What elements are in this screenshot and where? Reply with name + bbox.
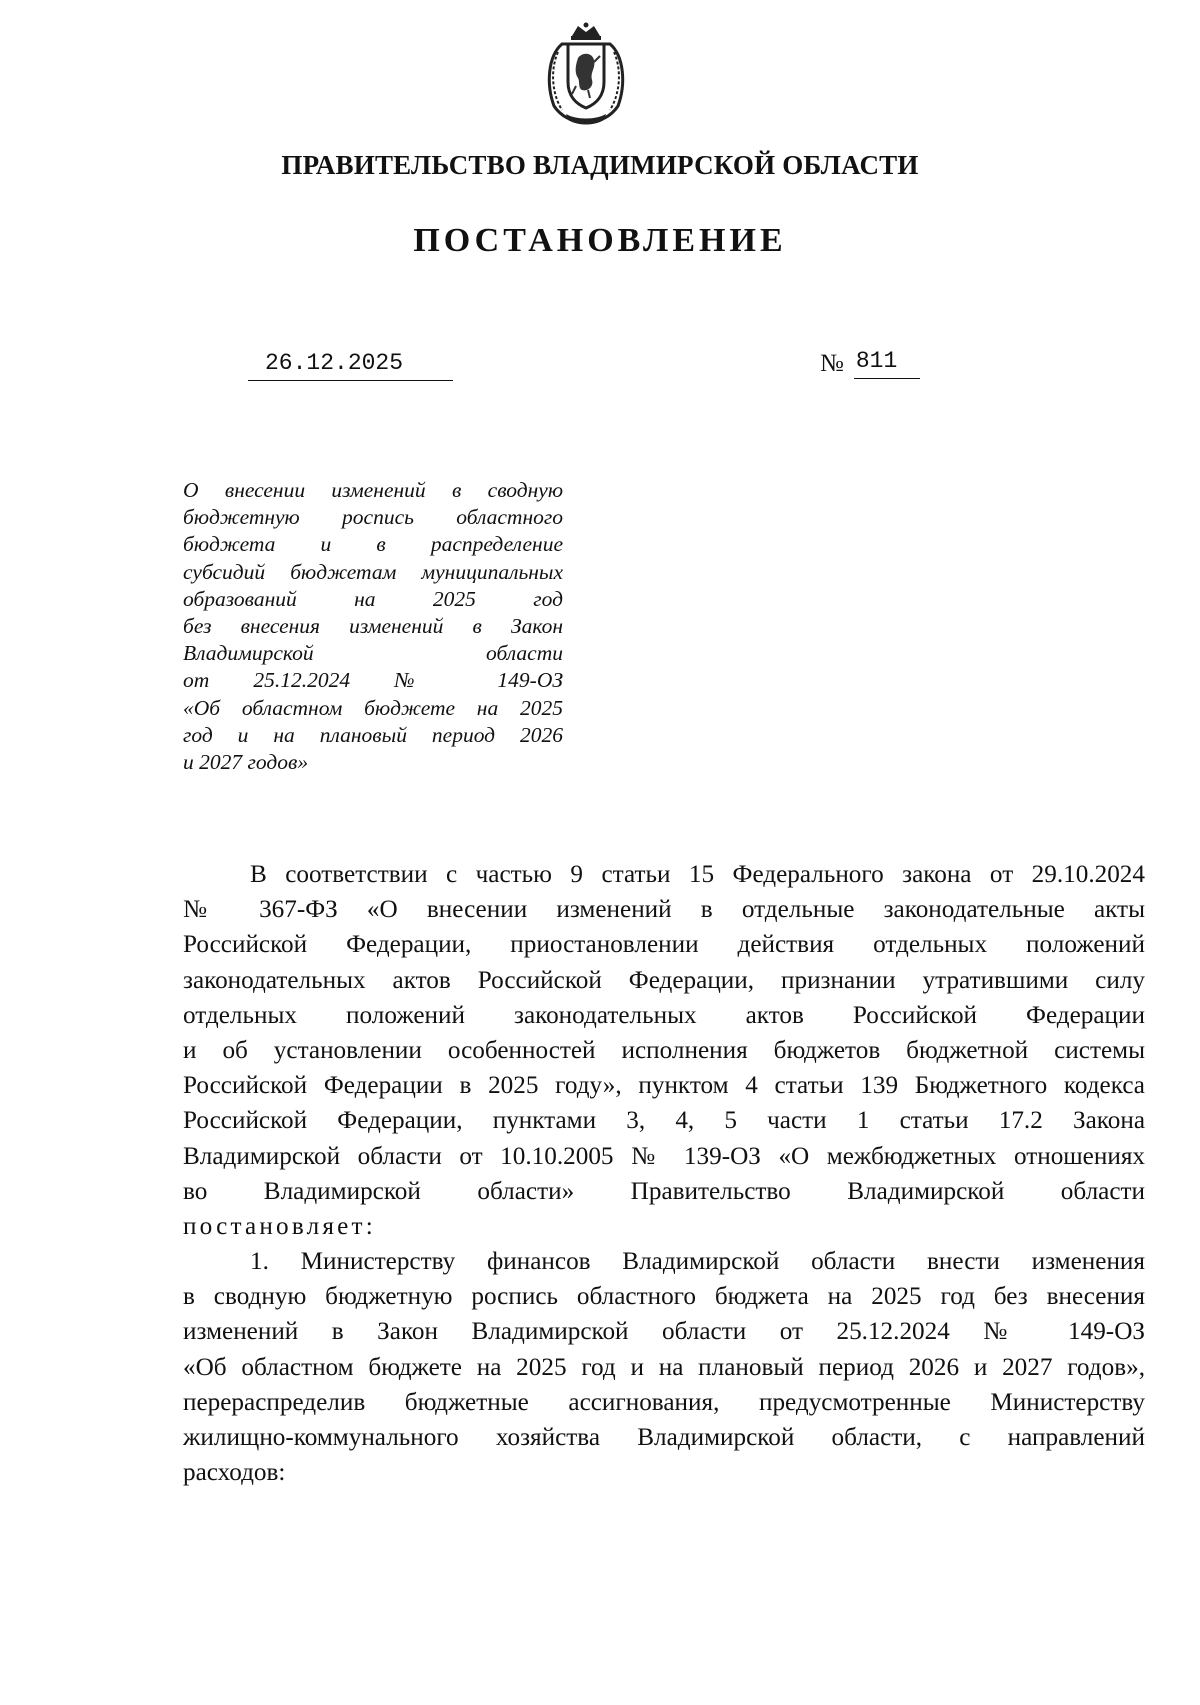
document-type: ПОСТАНОВЛЕНИЕ [413, 222, 787, 259]
subject-line: и 2027 годов» [183, 749, 309, 774]
preamble-line: Российской Федерации в 2025 году», пунктом 4 статьи 139 Бюджетного кодекса [183, 1072, 1145, 1100]
subject-line: О внесении изменений в сводную [183, 478, 563, 502]
item1-line: жилищно-коммунального хозяйства Владимирской области, с направлений [183, 1424, 1145, 1451]
subject-line: год и на плановый период 2026 [183, 722, 563, 747]
preamble-line: № 367-ФЗ «О внесении изменений в отдельные законодательные акты [183, 896, 1145, 924]
item1-line: изменений в Закон Владимирской области от 25.12.2024 № 149-ОЗ [183, 1318, 1145, 1346]
preamble-line: Российской Федерации, пунктами 3, 4, 5 части 1 статьи 17.2 Закона [183, 1107, 1145, 1135]
subject-line: без внесения изменений в Закон [183, 613, 563, 638]
number-sign: № [820, 350, 844, 377]
subject-line: субсидий бюджетам муниципальных [183, 559, 563, 584]
government-name: ПРАВИТЕЛЬСТВО ВЛАДИМИРСКОЙ ОБЛАСТИ [281, 150, 919, 180]
preamble-line: отдельных положений законодательных актов Российской Федерации [183, 1001, 1145, 1029]
coat-of-arms-emblem [538, 22, 634, 128]
item1-line: «Об областном бюджете на 2025 год и на плановый период 2026 и 2027 годов», [183, 1353, 1145, 1381]
item1-line: перераспределив бюджетные ассигнования, предусмотренные Министерству [183, 1388, 1145, 1416]
preamble-line: В соответствии с частью 9 статьи 15 Федерального закона от 29.10.2024 [250, 861, 1145, 888]
preamble-line: и об установлении особенностей исполнения бюджетов бюджетной системы [183, 1036, 1145, 1064]
subject-line: бюджета и в распределение [183, 532, 563, 557]
item1-line: 1. Министерству финансов Владимирской области внести изменения [250, 1248, 1145, 1276]
preamble-line: Российской Федерации, приостановлении действия отдельных положений [183, 931, 1145, 959]
document-number: 811 [854, 346, 920, 379]
preamble-line: Владимирской области от 10.10.2005 № 139-ОЗ «О межбюджетных отношениях [183, 1142, 1145, 1170]
preamble-line: законодательных актов Российской Федерации, признании утратившими силу [183, 966, 1145, 994]
document-date: 26.12.2025 [248, 348, 453, 381]
document-body [183, 857, 1145, 1490]
subject-line: от 25.12.2024 № 149-ОЗ [183, 668, 563, 693]
subject-line: образований на 2025 год [183, 586, 563, 611]
resolves-word: постановляет: [183, 1212, 376, 1240]
subject-line: «Об областном бюджете на 2025 [183, 695, 563, 720]
subject-line: Владимирской области [183, 641, 563, 666]
subject-heading [183, 477, 563, 776]
item1-line: расходов: [183, 1459, 286, 1487]
document-number-block [820, 346, 920, 379]
item1-line: в сводную бюджетную роспись областного бюджета на 2025 год без внесения [183, 1283, 1145, 1311]
subject-line: бюджетную роспись областного [183, 505, 563, 530]
preamble-line: во Владимирской области» Правительство Владимирской области [183, 1177, 1145, 1205]
